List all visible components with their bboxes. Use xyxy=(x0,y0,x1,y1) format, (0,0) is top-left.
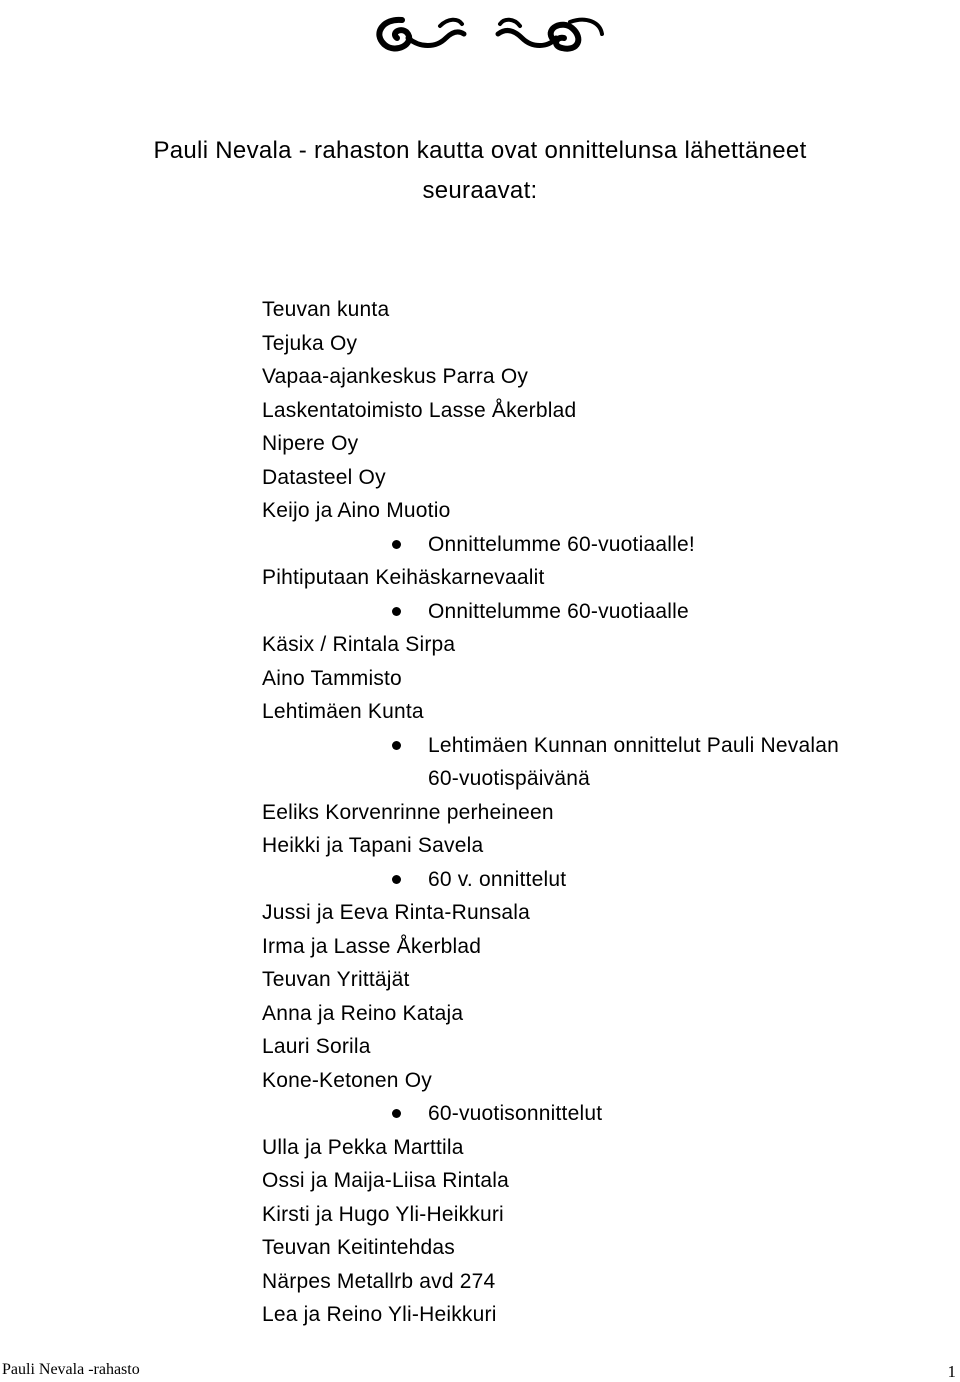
list-item-text: Datasteel Oy xyxy=(262,465,386,489)
list-item-text: Aino Tammisto xyxy=(262,666,402,690)
list-item xyxy=(262,930,942,964)
list-item xyxy=(262,494,942,528)
list-item-text: Vapaa-ajankeskus Parra Oy xyxy=(262,365,529,388)
page-title-line-2: seuraavat: xyxy=(422,177,538,204)
list-item-text: Irma ja Lasse Åkerblad xyxy=(262,934,482,958)
list-item xyxy=(262,695,942,729)
list-item-text: Lehtimäen Kunnan onnittelut Pauli Nevalan xyxy=(428,733,839,757)
list-item-text: Kirsti ja Hugo Yli-Heikkuri xyxy=(262,1202,504,1226)
list-item-text: Pihtiputaan Keihäskarnevaalit xyxy=(262,566,545,589)
greeting-bullet xyxy=(262,595,942,629)
bullet-icon xyxy=(392,607,401,616)
list-item xyxy=(262,1231,942,1265)
list-item-text: Teuvan Yrittäjät xyxy=(262,968,410,991)
greeting-bullet xyxy=(262,1097,942,1131)
list-item-text: Onnittelumme 60-vuotiaalle xyxy=(428,599,689,623)
greeting-bullet xyxy=(262,863,942,897)
congratulators-list xyxy=(262,293,942,1332)
list-item xyxy=(262,796,942,830)
list-item-text: Tejuka Oy xyxy=(262,331,358,355)
bullet-icon xyxy=(392,1109,401,1118)
list-item xyxy=(262,628,942,662)
list-item xyxy=(262,662,942,696)
list-item xyxy=(262,461,942,495)
list-item-text: Ossi ja Maija-Liisa Rintala xyxy=(262,1169,509,1192)
list-item-text: Närpes Metallrb avd 274 xyxy=(262,1269,496,1293)
list-item xyxy=(262,293,942,327)
list-item-text: Onnittelumme 60-vuotiaalle! xyxy=(428,532,695,556)
bullet-icon xyxy=(392,540,401,549)
footer-label: Pauli Nevala -rahasto xyxy=(2,1361,140,1378)
list-item xyxy=(262,394,942,428)
flourish-ornament-icon xyxy=(0,8,960,56)
list-item-text: Ulla ja Pekka Marttila xyxy=(262,1135,464,1159)
list-item-text: 60 v. onnittelut xyxy=(428,867,567,891)
list-item-text: Anna ja Reino Kataja xyxy=(262,1001,464,1025)
list-item-text: Teuvan kunta xyxy=(262,298,390,321)
list-item xyxy=(262,997,942,1031)
list-item xyxy=(262,427,942,461)
list-item xyxy=(262,896,942,930)
list-item xyxy=(262,1198,942,1232)
list-item-text: Nipere Oy xyxy=(262,432,359,455)
list-item-text: Teuvan Keitintehdas xyxy=(262,1236,455,1259)
bullet-icon xyxy=(392,741,401,750)
greeting-bullet xyxy=(262,528,942,562)
list-item xyxy=(262,1298,942,1332)
list-item-text: 60-vuotispäivänä xyxy=(428,767,590,790)
list-item-text: Jussi ja Eeva Rinta-Runsala xyxy=(262,901,531,924)
list-item-text: Lauri Sorila xyxy=(262,1035,371,1058)
list-item-text: Heikki ja Tapani Savela xyxy=(262,834,484,857)
list-item xyxy=(262,1265,942,1299)
list-item-text: 60-vuotisonnittelut xyxy=(428,1102,603,1125)
list-item-text: Käsix / Rintala Sirpa xyxy=(262,633,456,656)
greeting-continuation xyxy=(262,762,942,796)
list-item xyxy=(262,1164,942,1198)
page-number: 1 xyxy=(947,1362,956,1381)
list-item-text: Laskentatoimisto Lasse Åkerblad xyxy=(262,398,577,422)
list-item xyxy=(262,829,942,863)
greeting-bullet xyxy=(262,729,942,763)
list-item-text: Lehtimäen Kunta xyxy=(262,700,424,723)
list-item-text: Kone-Ketonen Oy xyxy=(262,1068,432,1092)
list-item-text: Lea ja Reino Yli-Heikkuri xyxy=(262,1303,497,1326)
list-item xyxy=(262,1131,942,1165)
bullet-icon xyxy=(392,875,401,884)
list-item xyxy=(262,561,942,595)
list-item xyxy=(262,963,942,997)
list-item-text: Keijo ja Aino Muotio xyxy=(262,499,451,522)
page-title-line-1: Pauli Nevala - rahaston kautta ovat onnittelunsa lähettäneet xyxy=(153,137,807,164)
list-item-text: Eeliks Korvenrinne perheineen xyxy=(262,800,554,824)
list-item xyxy=(262,360,942,394)
list-item xyxy=(262,1064,942,1098)
list-item xyxy=(262,1030,942,1064)
list-item xyxy=(262,327,942,361)
